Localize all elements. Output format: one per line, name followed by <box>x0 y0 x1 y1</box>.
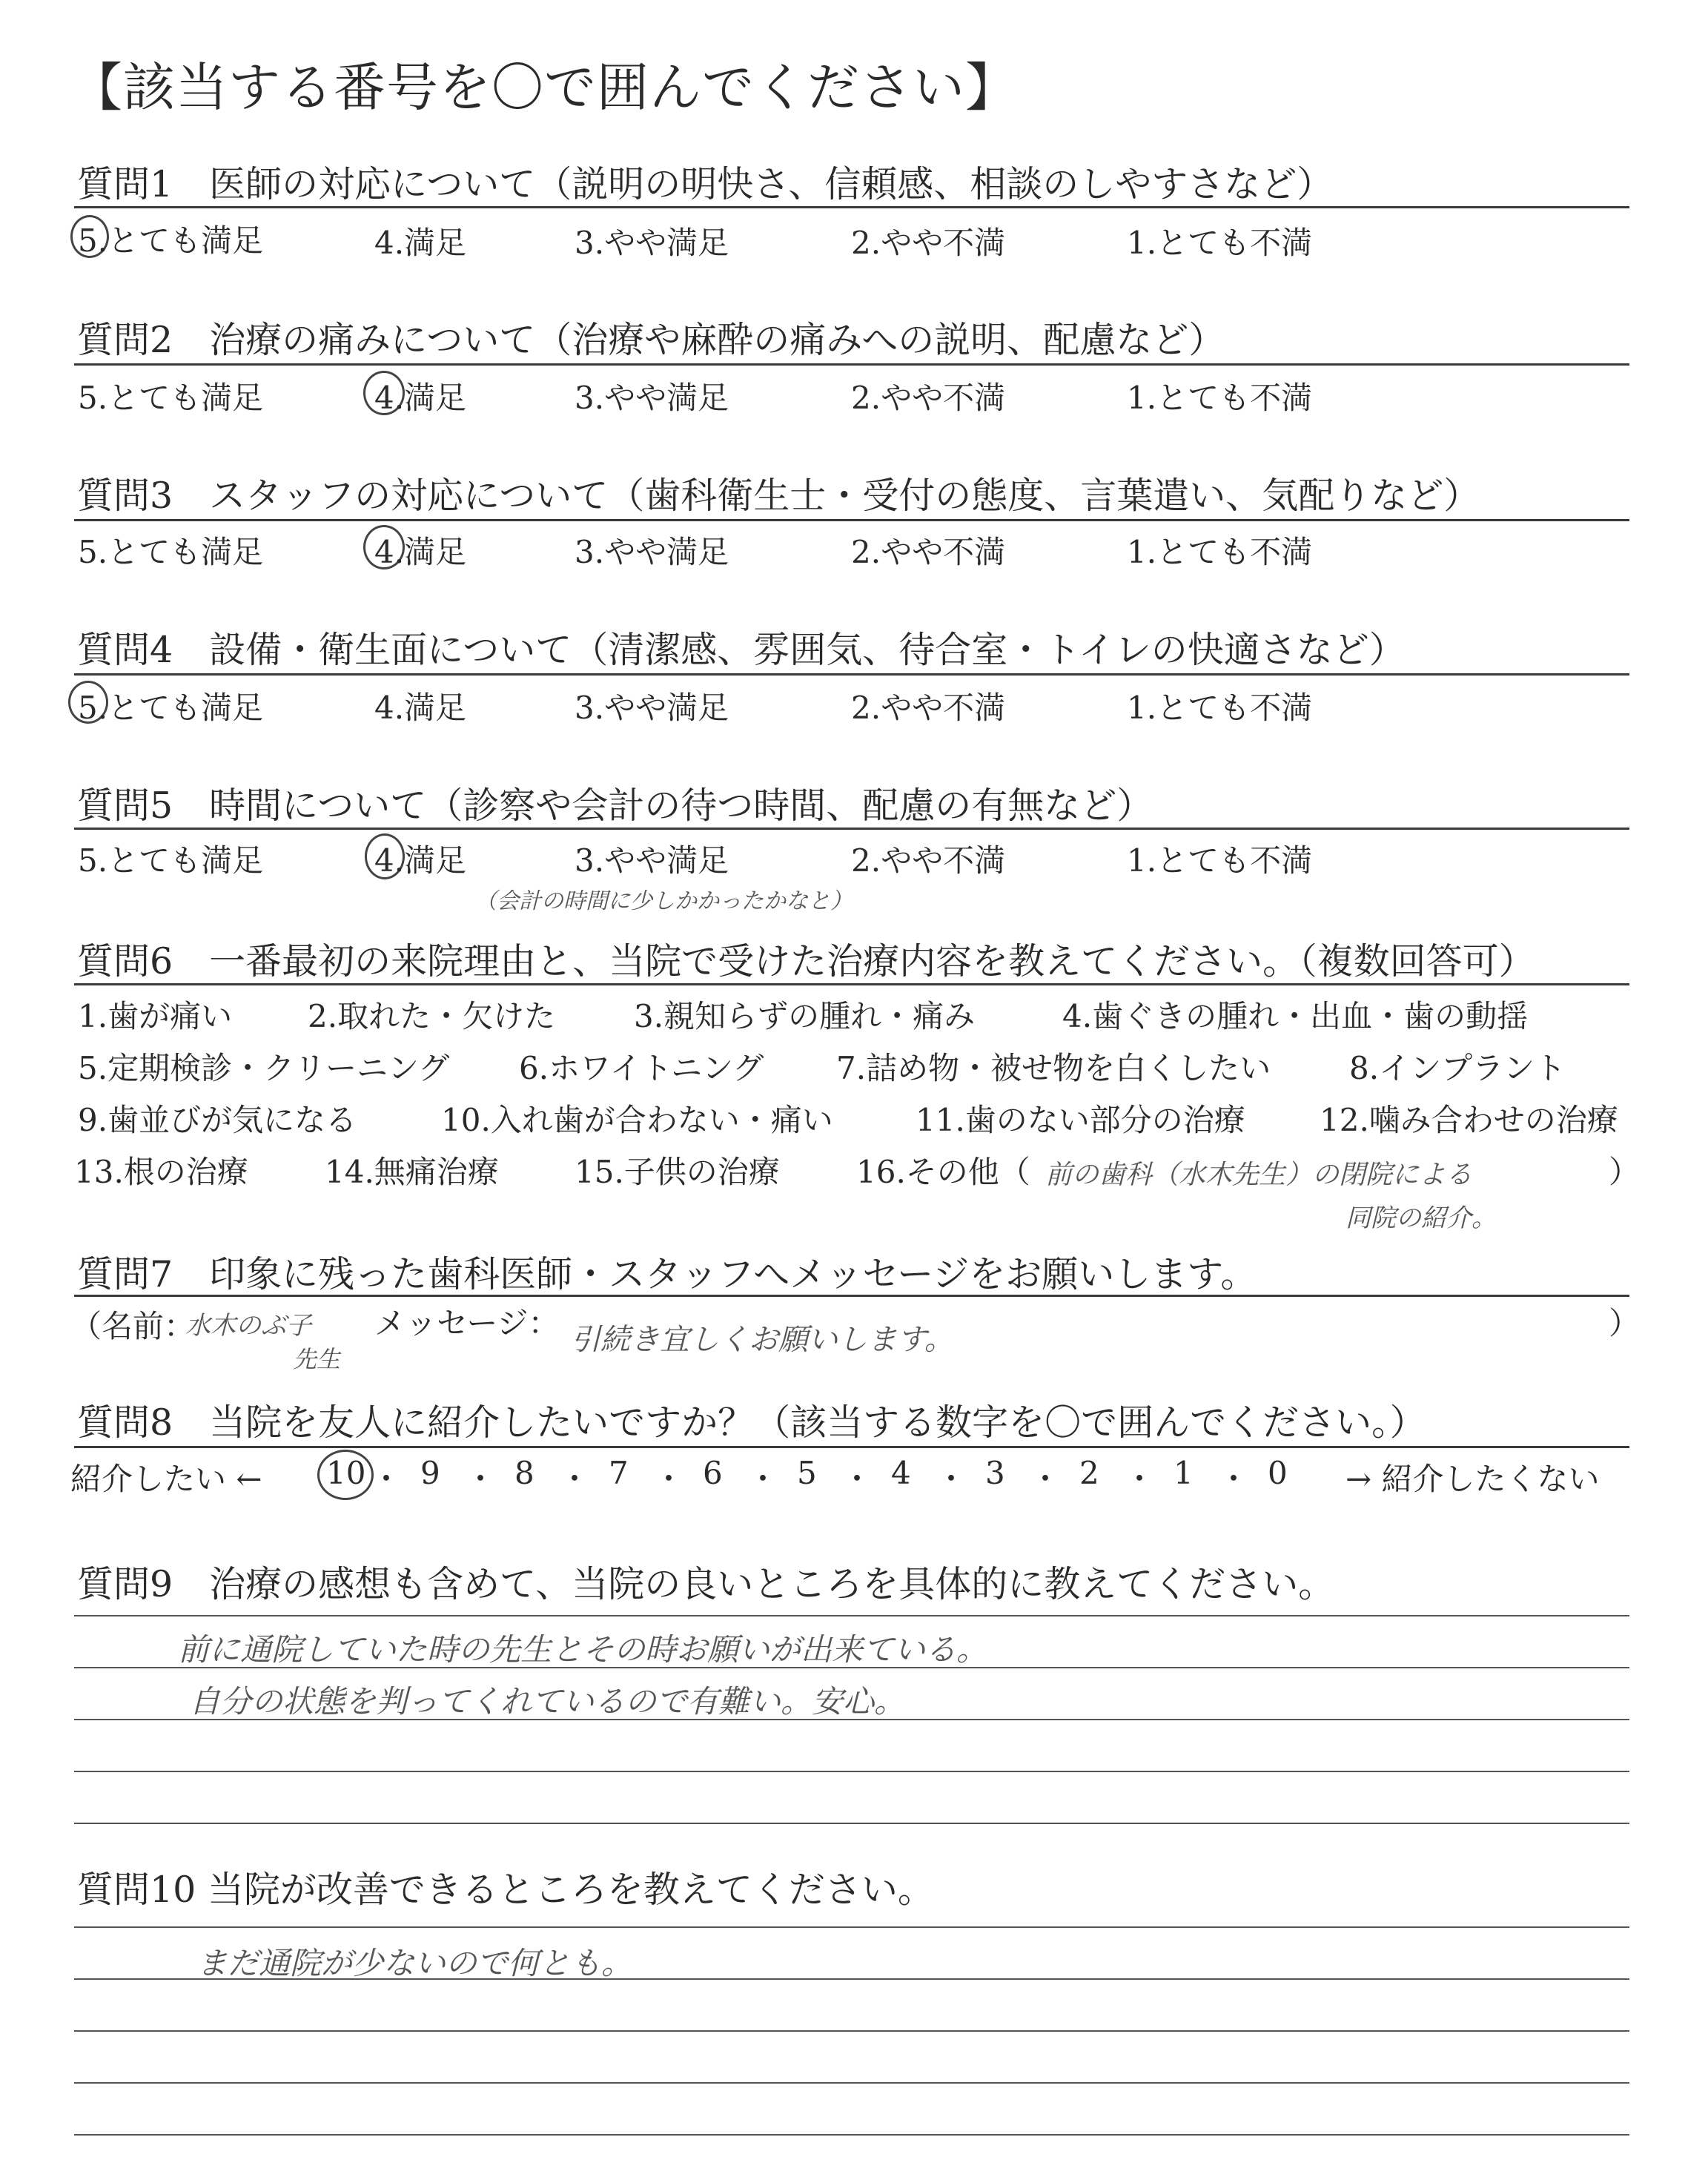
q9-line-3 <box>74 1719 1629 1720</box>
q6-item-15[interactable]: 15.子供の治療 <box>575 1154 780 1190</box>
q8-left-label: 紹介したい ← <box>70 1461 262 1497</box>
q8-title: 質問8 当院を友人に紹介したいですか？（該当する数字を〇で囲んでください。） <box>77 1401 1426 1444</box>
q8-scale-9[interactable]: 9 <box>420 1455 440 1491</box>
q6-item-13[interactable]: 13.根の治療 <box>74 1154 248 1190</box>
q8-scale-separator: ・ <box>1124 1461 1156 1497</box>
q6-rule <box>74 983 1629 985</box>
q9-line-2 <box>74 1667 1629 1668</box>
q2-option-2[interactable]: 2.やや不満 <box>851 380 1006 416</box>
q8-scale-6[interactable]: 6 <box>703 1455 723 1491</box>
q3-option-5[interactable]: 5.とても満足 <box>78 534 264 570</box>
q5-option-4[interactable]: 4.満足 <box>374 842 467 879</box>
q4-option-3[interactable]: 3.やや満足 <box>575 690 729 726</box>
q4-option-2[interactable]: 2.やや不満 <box>851 690 1006 726</box>
q4-option-4[interactable]: 4.満足 <box>374 690 467 726</box>
q10-line-2 <box>74 1978 1629 1980</box>
q8-scale-separator: ・ <box>465 1461 497 1497</box>
q4-option-1[interactable]: 1.とても不満 <box>1127 690 1313 726</box>
q1-option-5[interactable]: 5.とても満足 <box>78 222 264 259</box>
q8-scale-separator: ・ <box>1218 1461 1250 1497</box>
q8-scale-separator: ・ <box>841 1461 873 1497</box>
q6-item-9[interactable]: 9.歯並びが気になる <box>78 1102 357 1138</box>
q7-title: 質問7 印象に残った歯科医師・スタッフへメッセージをお願いします。 <box>77 1253 1257 1295</box>
q8-scale-10[interactable]: 10 <box>326 1455 366 1491</box>
q3-option-2[interactable]: 2.やや不満 <box>851 534 1006 570</box>
q2-option-4[interactable]: 4.満足 <box>374 380 467 416</box>
q8-scale-0[interactable]: 0 <box>1268 1455 1288 1491</box>
q1-title: 質問1 医師の対応について（説明の明快さ、信頼感、相談のしやすさなど） <box>77 163 1334 205</box>
q8-scale-separator: ・ <box>747 1461 779 1497</box>
q7-name-label: （名前： <box>70 1308 196 1344</box>
q2-option-3[interactable]: 3.やや満足 <box>575 380 729 416</box>
q6-item-4[interactable]: 4.歯ぐきの腫れ・出血・歯の動揺 <box>1062 998 1529 1034</box>
q8-scale-8[interactable]: 8 <box>514 1455 534 1491</box>
q1-option-1[interactable]: 1.とても不満 <box>1127 225 1313 261</box>
q8-scale-separator: ・ <box>371 1461 403 1497</box>
q8-rule <box>74 1446 1629 1448</box>
q8-scale-4[interactable]: 4 <box>891 1455 911 1491</box>
q1-option-3[interactable]: 3.やや満足 <box>575 225 729 261</box>
q6-other-answer[interactable]: 前の歯科（水木先生）の閉院による <box>1045 1160 1473 1190</box>
q6-item-3[interactable]: 3.親知らずの腫れ・痛み <box>634 998 976 1034</box>
q5-rule <box>74 828 1629 830</box>
q5-option-3[interactable]: 3.やや満足 <box>575 842 729 879</box>
q8-scale-separator: ・ <box>936 1461 967 1497</box>
q3-option-4[interactable]: 4.満足 <box>374 534 467 570</box>
q1-option-4[interactable]: 4.満足 <box>374 225 467 261</box>
q8-scale-separator: ・ <box>653 1461 685 1497</box>
q6-item-8[interactable]: 8.インプラント <box>1349 1050 1566 1086</box>
q3-option-3[interactable]: 3.やや満足 <box>575 534 729 570</box>
q7-rule <box>74 1295 1629 1297</box>
q2-option-1[interactable]: 1.とても不満 <box>1127 380 1313 416</box>
q3-title: 質問3 スタッフの対応について（歯科衛生士・受付の態度、言葉遣い、気配りなど） <box>77 475 1480 517</box>
q4-title: 質問4 設備・衛生面について（清潔感、雰囲気、待合室・トイレの快適さなど） <box>77 629 1406 671</box>
q10-answer-line-1[interactable]: まだ通院が少ないので何とも。 <box>196 1945 633 1981</box>
q10-line-5 <box>74 2134 1629 2136</box>
q3-option-1[interactable]: 1.とても不満 <box>1127 534 1313 570</box>
q10-title: 質問10 当院が改善できるところを教えてください。 <box>77 1869 934 1911</box>
q7-message-value[interactable]: 引続き宜しくお願いします。 <box>571 1323 954 1357</box>
q10-line-4 <box>74 2082 1629 2084</box>
q8-scale-7[interactable]: 7 <box>609 1455 629 1491</box>
q9-line-5 <box>74 1823 1629 1824</box>
q1-rule <box>74 206 1629 208</box>
q6-close-paren: ） <box>1609 1154 1641 1190</box>
q9-answer-line-2[interactable]: 自分の状態を判ってくれているので有難い。安心。 <box>189 1683 906 1720</box>
q6-item-5[interactable]: 5.定期検診・クリーニング <box>78 1050 450 1086</box>
q2-title: 質問2 治療の痛みについて（治療や麻酔の痛みへの説明、配慮など） <box>77 319 1225 361</box>
q7-close-paren: ） <box>1609 1305 1641 1341</box>
q9-line-4 <box>74 1771 1629 1772</box>
q9-answer-line-1[interactable]: 前に通院していた時の先生とその時お願いが出来ている。 <box>178 1631 988 1668</box>
q5-handwritten-note: （会計の時間に少しかかったかなと） <box>474 888 853 914</box>
q5-option-1[interactable]: 1.とても不満 <box>1127 842 1313 879</box>
form-header: 【該当する番号を〇で囲んでください】 <box>70 57 1018 118</box>
q9-line-1 <box>74 1615 1629 1616</box>
q6-item-12[interactable]: 12.噛み合わせの治療 <box>1320 1102 1618 1138</box>
q7-name-suffix: 先生 <box>293 1345 341 1373</box>
q5-title: 質問5 時間について（診察や会計の待つ時間、配慮の有無など） <box>77 785 1153 827</box>
q8-right-label: → 紹介したくない <box>1345 1461 1600 1497</box>
q6-item-7[interactable]: 7.詰め物・被せ物を白くしたい <box>836 1050 1271 1086</box>
q7-name-value[interactable]: 水木のぶ子 <box>185 1311 311 1341</box>
q1-option-2[interactable]: 2.やや不満 <box>851 225 1006 261</box>
q4-option-5[interactable]: 5.とても満足 <box>78 690 264 726</box>
q8-scale-1[interactable]: 1 <box>1174 1455 1194 1491</box>
q9-title: 質問9 治療の感想も含めて、当院の良いところを具体的に教えてください。 <box>77 1563 1335 1605</box>
q8-scale-5[interactable]: 5 <box>797 1455 817 1491</box>
q4-rule <box>74 673 1629 676</box>
q6-title: 質問6 一番最初の来院理由と、当院で受けた治療内容を教えてください。（複数回答可） <box>77 940 1535 982</box>
q10-line-1 <box>74 1926 1629 1928</box>
q6-item-14[interactable]: 14.無痛治療 <box>325 1154 499 1190</box>
q2-rule <box>74 363 1629 366</box>
q6-item-1[interactable]: 1.歯が痛い <box>78 998 233 1034</box>
q6-item-2[interactable]: 2.取れた・欠けた <box>308 998 556 1034</box>
q6-item-16[interactable]: 16.その他（ <box>856 1154 1030 1190</box>
q8-scale-separator: ・ <box>559 1461 591 1497</box>
q8-scale-3[interactable]: 3 <box>985 1455 1005 1491</box>
q6-item-11[interactable]: 11.歯のない部分の治療 <box>916 1102 1245 1138</box>
q7-message-label: メッセージ： <box>374 1305 560 1341</box>
q8-scale-2[interactable]: 2 <box>1079 1455 1099 1491</box>
q8-scale-separator: ・ <box>1030 1461 1062 1497</box>
q5-option-5[interactable]: 5.とても満足 <box>78 842 264 879</box>
q5-option-2[interactable]: 2.やや不満 <box>851 842 1006 879</box>
q6-item-10[interactable]: 10.入れ歯が合わない・痛い <box>441 1102 833 1138</box>
q6-item-6[interactable]: 6.ホワイトニング <box>519 1050 764 1086</box>
q10-line-3 <box>74 2030 1629 2032</box>
q3-rule <box>74 519 1629 521</box>
q6-other-answer-line2: 同院の紹介。 <box>1345 1203 1497 1233</box>
q2-option-5[interactable]: 5.とても満足 <box>78 380 264 416</box>
